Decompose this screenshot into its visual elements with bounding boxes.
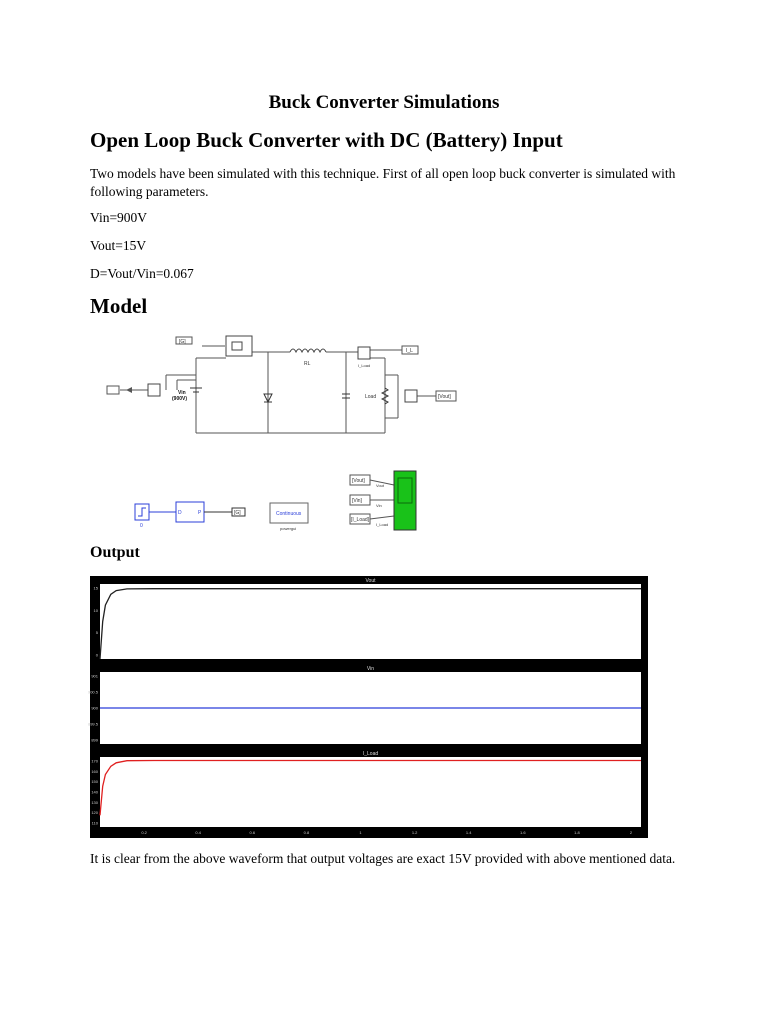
y-tick-label: 160 xyxy=(91,768,98,774)
conclusion-paragraph: It is clear from the above waveform that output voltages are exact 15V provided with above mentioned data. xyxy=(90,851,676,866)
x-tick-label: 1 xyxy=(359,830,362,835)
y-tick-label: 900 xyxy=(91,705,98,711)
y-tick-label: 120 xyxy=(91,810,98,816)
y-tick-label: 899.5 xyxy=(87,721,98,727)
x-tick-label: 0.2 xyxy=(141,830,147,835)
vout-meter xyxy=(405,390,417,402)
scope-tag-vout-text: [Vout] xyxy=(352,478,365,484)
x-tick-label: 1.2 xyxy=(411,830,418,835)
dc-source-label: Vin xyxy=(178,390,186,396)
x-tick-label: 0.6 xyxy=(249,830,256,835)
document-title: Buck Converter Simulations xyxy=(268,92,500,113)
pwm-d-label: D xyxy=(178,510,182,516)
y-tick-label: 901 xyxy=(91,673,98,679)
simulink-model-diagram xyxy=(100,330,470,535)
vout-tag-text: [Vout] xyxy=(438,394,451,400)
y-tick-label: 10 xyxy=(93,607,98,613)
scope-panel-title: Vin xyxy=(366,666,375,672)
scope-output-chart xyxy=(87,576,648,838)
powergui-label: Continuous xyxy=(276,511,302,517)
x-tick-label: 0.8 xyxy=(303,830,310,835)
vin-meter xyxy=(148,384,160,396)
x-tick-label: 1.8 xyxy=(574,830,580,835)
mosfet-block xyxy=(226,336,252,356)
scope-tag-vin-text: [Vin] xyxy=(352,498,362,504)
inductor-label: RL xyxy=(304,361,311,367)
wire xyxy=(370,516,394,519)
x-tick-label: 1.6 xyxy=(520,830,526,835)
scope-block[interactable] xyxy=(394,471,416,530)
vin-tag xyxy=(107,386,119,394)
section-heading: Open Loop Buck Converter with DC (Battery) Input xyxy=(90,128,563,152)
y-tick-label: 110 xyxy=(91,820,98,826)
param-vin: Vin=900V xyxy=(90,210,148,225)
iload-out-text: I_L xyxy=(406,348,413,354)
gate-tag-text: [G] xyxy=(179,339,186,345)
param-duty: D=Vout/Vin=0.067 xyxy=(90,266,194,281)
powergui-caption: powergui xyxy=(280,526,297,531)
y-tick-label: 15 xyxy=(93,585,98,591)
x-tick-label: 0.4 xyxy=(195,830,201,835)
param-vout: Vout=15V xyxy=(90,238,147,253)
model-heading: Model xyxy=(90,294,148,318)
y-tick-label: 900.5 xyxy=(87,689,98,695)
scope-in-vout: Vout xyxy=(376,483,385,488)
intro-paragraph: Two models have been simulated with this technique. First of all open loop buck converter is simulated with following parameters. xyxy=(90,166,676,199)
y-tick-label: 140 xyxy=(91,789,98,795)
x-tick-label: 2 xyxy=(629,830,633,835)
y-tick-label: 170 xyxy=(91,758,98,764)
load-label: Load xyxy=(365,394,377,400)
y-tick-label: 0 xyxy=(95,652,98,658)
x-tick-label: 1.4 xyxy=(465,830,472,835)
y-tick-label: 150 xyxy=(91,779,98,785)
y-tick-label: 5 xyxy=(95,630,98,636)
y-tick-label: 899 xyxy=(91,737,98,743)
current-meter xyxy=(358,347,370,359)
step-label: 0 xyxy=(140,523,143,529)
scope-in-iload: I_Load xyxy=(376,522,389,527)
scope-panel-2 xyxy=(100,757,641,827)
il-label: I_Load xyxy=(358,363,371,368)
dc-source-value: (900V) xyxy=(172,396,188,402)
scope-in-vin: Vin xyxy=(376,503,382,508)
inductor xyxy=(290,349,326,352)
scope-panel-title: Vout xyxy=(365,578,376,584)
y-tick-label: 130 xyxy=(91,799,98,805)
pwm-p-label: P xyxy=(198,510,202,516)
scope-tag-iload-text: [I_Load] xyxy=(351,517,370,523)
scope-panel-0 xyxy=(100,584,641,659)
gate-out-text: [G] xyxy=(234,510,241,516)
output-heading: Output xyxy=(90,544,140,561)
scope-panel-title: I_Load xyxy=(362,751,379,757)
